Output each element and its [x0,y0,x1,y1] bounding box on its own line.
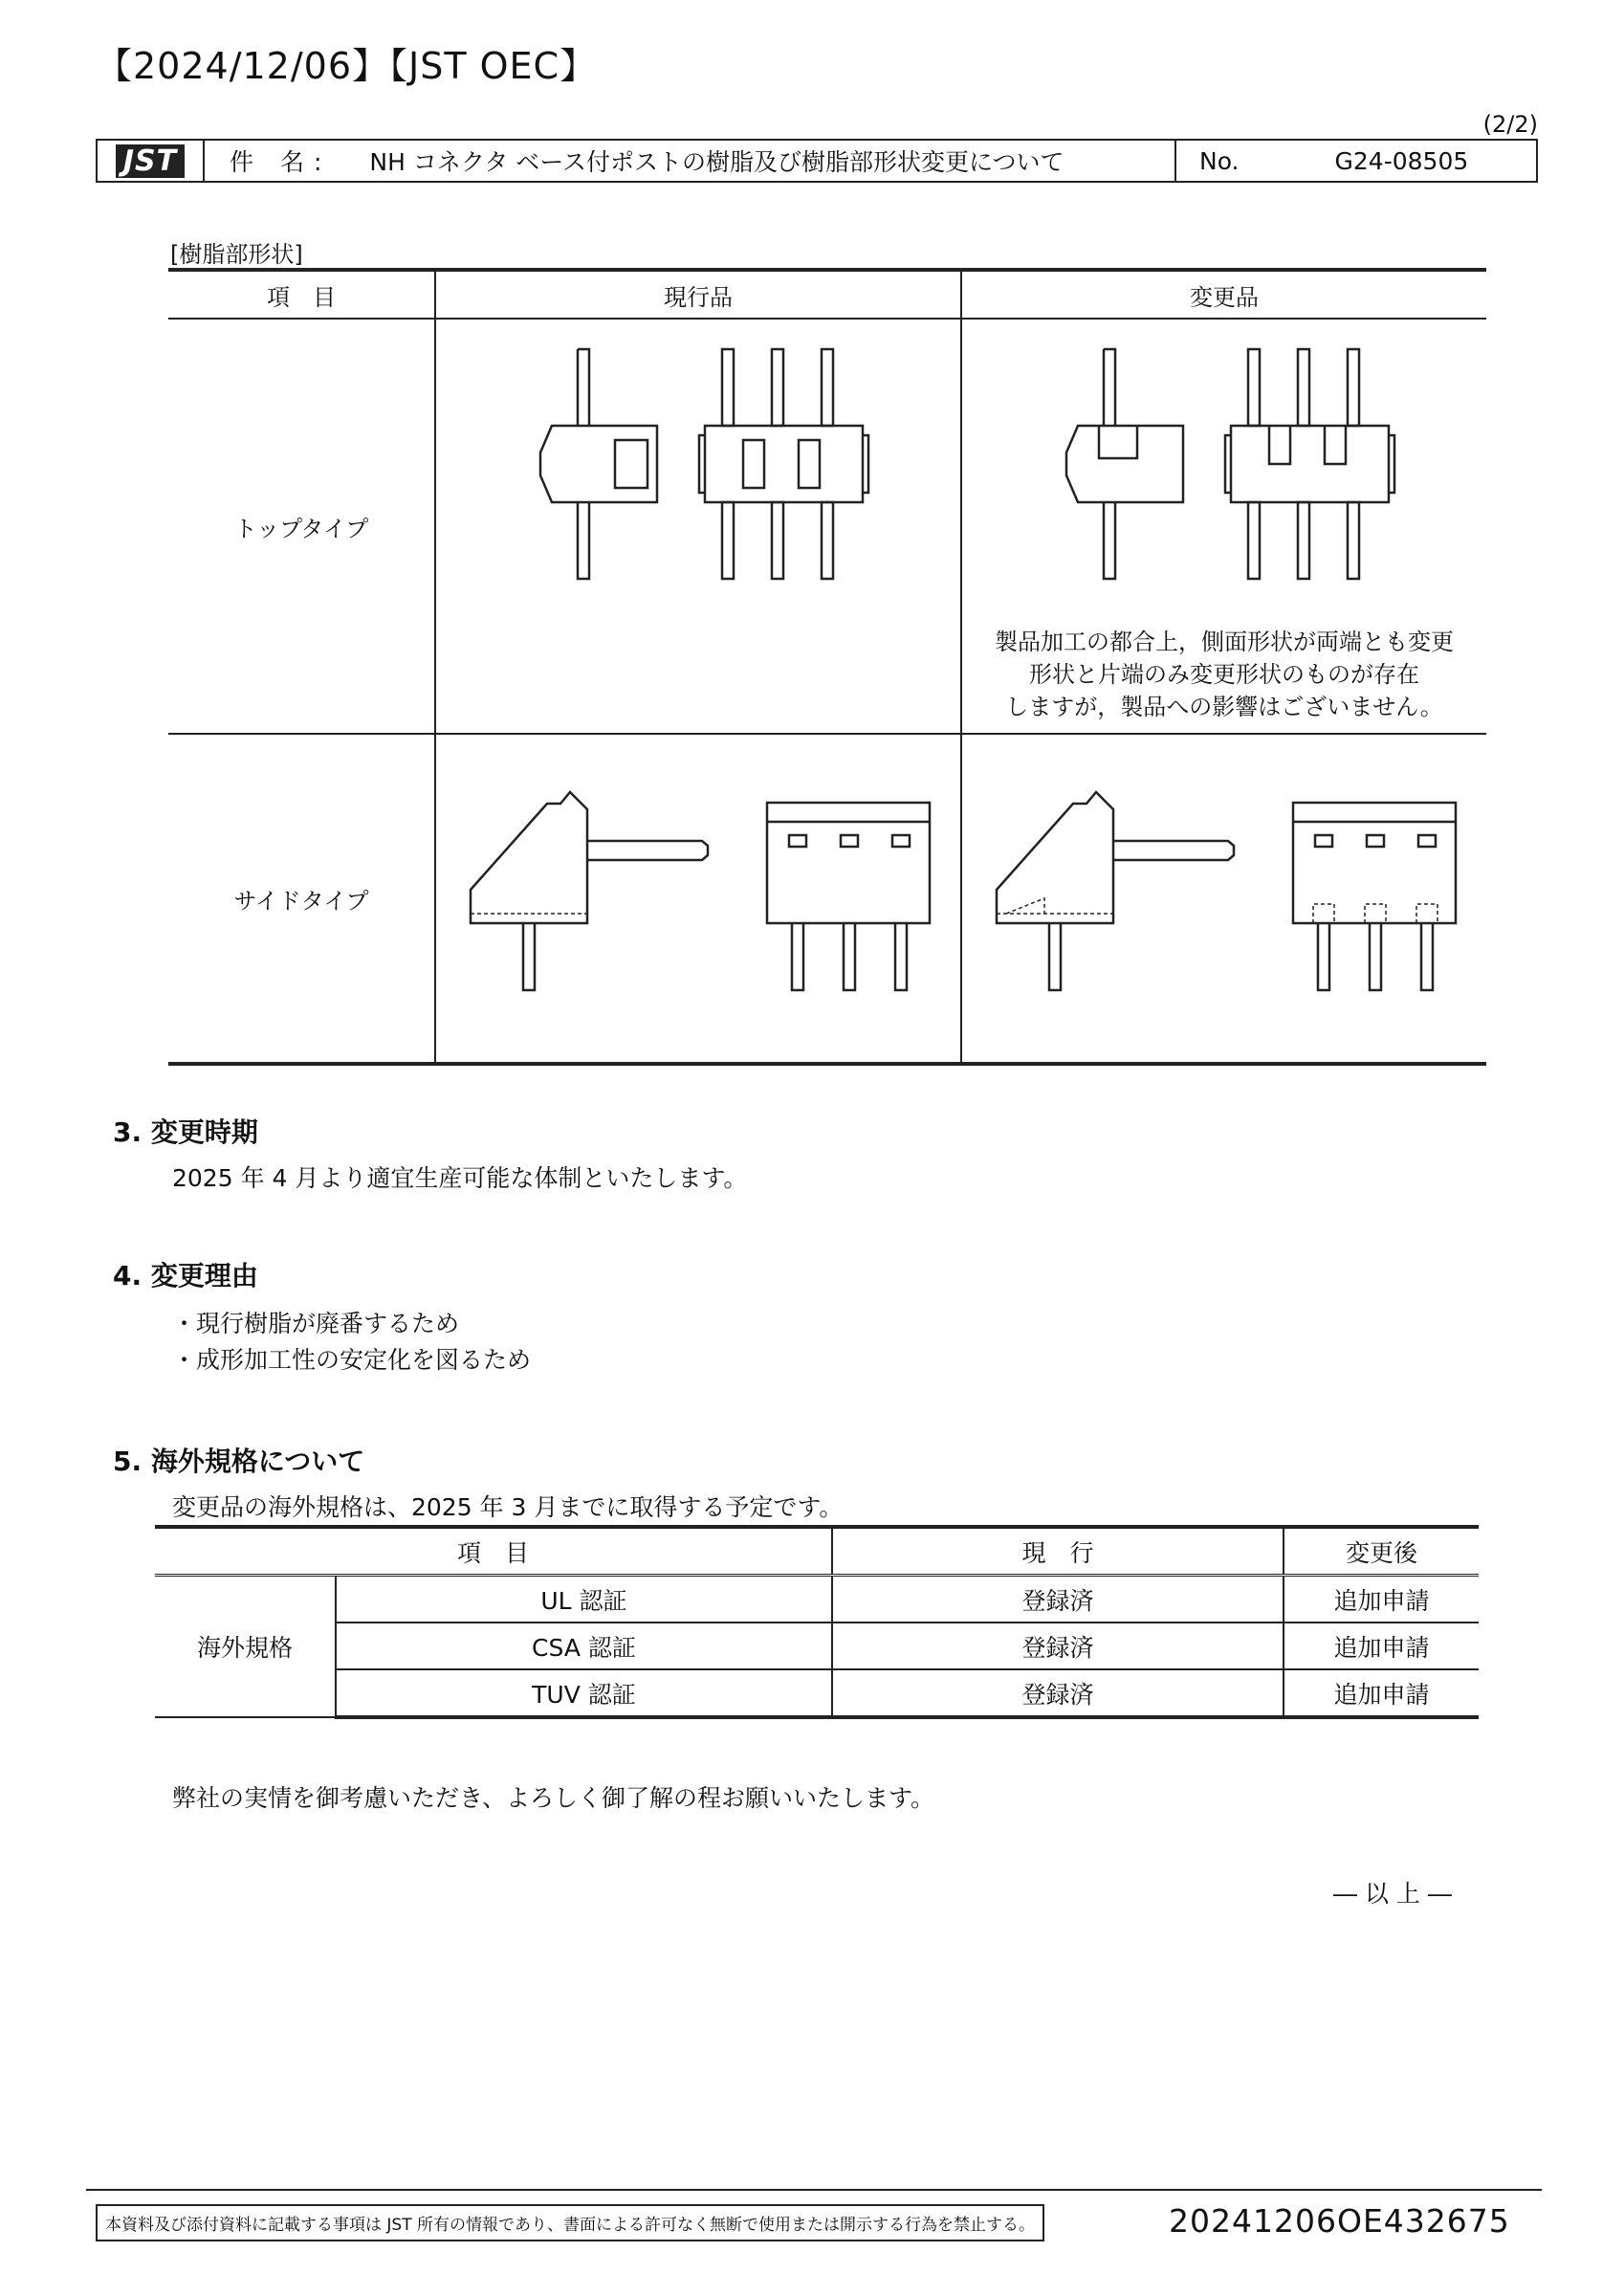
sec5-intro: 変更品の海外規格は、2025 年 3 月までに取得する予定です。 [172,1493,844,1521]
doc-number: G24-08505 [1334,146,1469,175]
table-row [155,1623,1479,1669]
std-name: UL 認証 [336,1576,832,1623]
std-col-item: 項 目 [155,1527,832,1576]
date-stamp: 【2024/12/06】【JST OEC】 [96,45,598,87]
shape-section-label: [樹脂部形状] [170,241,303,268]
subject-text: NH コネクタ ベース付ポストの樹脂及び樹脂部形状変更について [369,148,1064,176]
std-col-current: 現 行 [832,1527,1284,1576]
subject-cell [205,141,1176,181]
std-group: 海外規格 [155,1576,336,1718]
footer-notice: 本資料及び添付資料に記載する事項は JST 所有の情報であり、書面による許可なく無断で使用または開示する行為を禁止する。 [96,2204,1044,2241]
doc-number-cell [1176,141,1536,181]
sec4-item: ・現行樹脂が廃番するため [172,1310,460,1337]
top-current-drawing [435,319,961,734]
document-header [96,139,1538,183]
sec3-heading: 3. 変更時期 [113,1116,258,1148]
std-current: 登録済 [832,1623,1284,1669]
end-mark: ― 以 上 ― [1333,1880,1452,1908]
standards-table [155,1525,1479,1719]
std-current: 登録済 [832,1669,1284,1717]
top-current-diagram [437,320,959,726]
table-row [155,1576,1479,1623]
side-changed-drawing [961,734,1486,1064]
jst-logo: JST [98,141,205,181]
sec4-heading: 4. 変更理由 [113,1260,258,1292]
sec4-item: ・成形加工性の安定化を図るため [172,1346,532,1374]
side-current-drawing [435,734,961,1064]
subject-label: 件 名: [230,148,332,176]
std-name: CSA 認証 [336,1623,832,1669]
std-current: 登録済 [832,1576,1284,1623]
footer-code: 20241206OE432675 [1169,2202,1510,2240]
shape-col-current: 現行品 [435,270,961,319]
row-top-type: トップタイプ [168,319,435,734]
std-name: TUV 認証 [336,1669,832,1717]
shape-col-changed: 変更品 [961,270,1486,319]
closing-text: 弊社の実情を御考慮いただき、よろしく御了解の程お願いいたします。 [172,1784,935,1812]
top-change-note: 製品加工の都合上，側面形状が両端とも変更 形状と片端のみ変更形状のものが存在 しますが，製品への影響はございません。 [995,629,1454,720]
page-number: (2/2) [1482,111,1538,138]
sec3-text: 2025 年 4 月より適宜生産可能な体制といたします。 [172,1164,748,1192]
row-side-type: サイドタイプ [168,734,435,1064]
doc-number-label: No. [1199,146,1240,175]
shape-col-item: 項 目 [168,270,435,319]
footer-divider [86,2189,1542,2191]
std-after: 追加申請 [1284,1576,1479,1623]
top-changed-drawing [961,319,1486,734]
shape-table [168,268,1486,1066]
side-changed-diagram [963,736,1485,1055]
std-col-after: 変更後 [1284,1527,1479,1576]
std-after: 追加申請 [1284,1669,1479,1717]
std-after: 追加申請 [1284,1623,1479,1669]
sec5-heading: 5. 海外規格について [113,1446,365,1477]
side-current-diagram [437,736,959,1055]
table-row [155,1669,1479,1717]
